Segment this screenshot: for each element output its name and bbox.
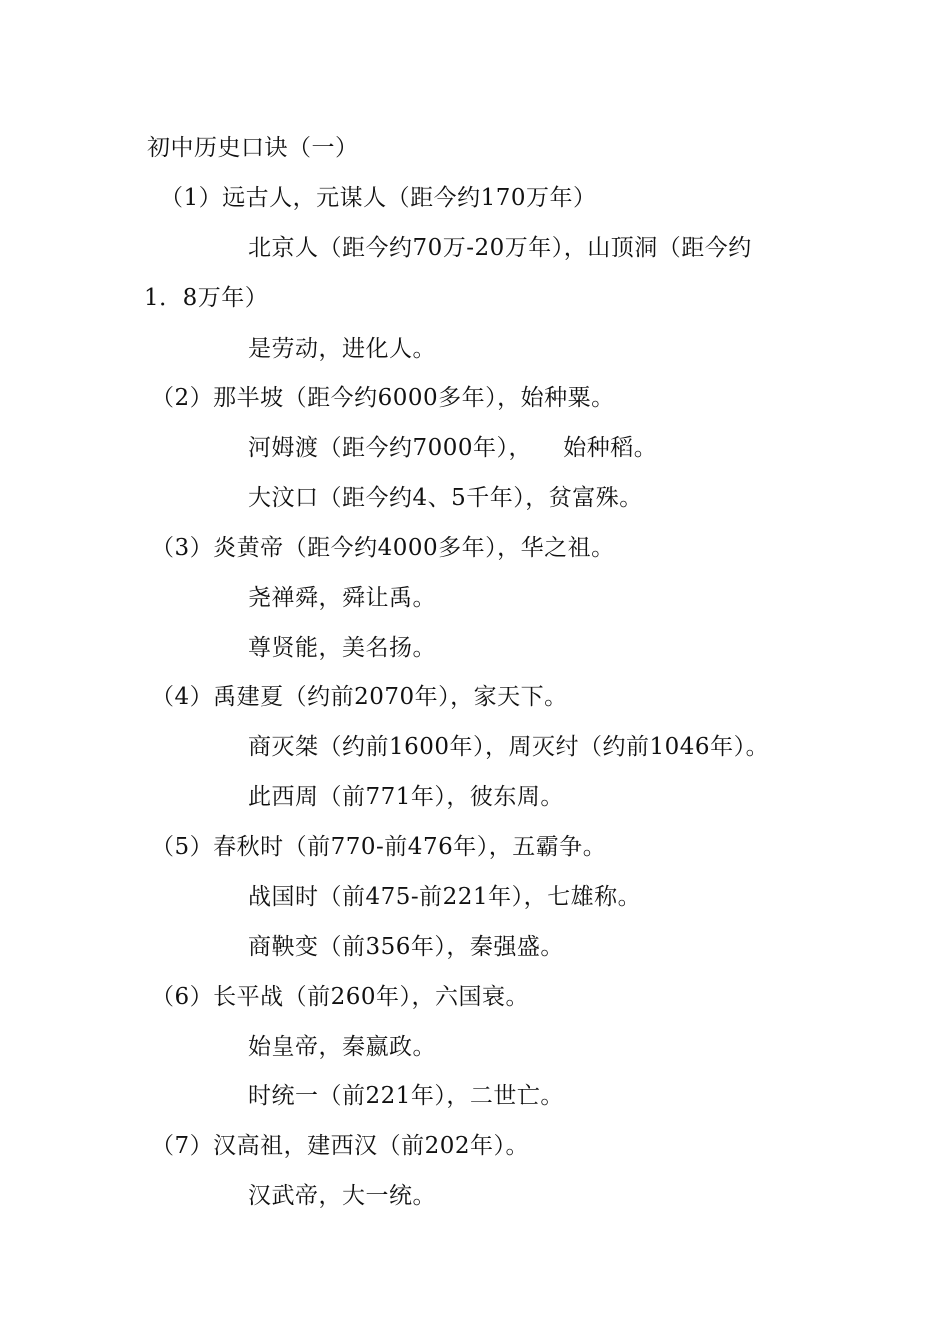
verse-line: 战国时（前475-前221年），七雄称。 <box>248 884 642 910</box>
verse-line: 商灭桀（约前1600年），周灭纣（约前1046年）。 <box>248 734 770 760</box>
document-title: 初中历史口诀（一） <box>147 135 359 161</box>
verse-line: 是劳动，进化人。 <box>248 336 436 362</box>
verse-line: 始皇帝，秦嬴政。 <box>248 1034 436 1060</box>
verse-line: 尊贤能，美名扬。 <box>248 635 436 661</box>
verse-line: （1）远古人，元谋人（距今约170万年） <box>160 185 597 211</box>
verse-line: 时统一（前221年），二世亡。 <box>248 1083 564 1109</box>
verse-line: （7）汉高祖，建西汉（前202年）。 <box>151 1133 530 1159</box>
verse-line: （6）长平战（前260年），六国衰。 <box>151 984 530 1010</box>
verse-line: （5）春秋时（前770-前476年），五霸争。 <box>151 834 607 860</box>
verse-line: 北京人（距今约70万-20万年），山顶洞（距今约 <box>248 235 752 261</box>
verse-line: 汉武帝，大一统。 <box>248 1183 436 1209</box>
verse-line: 商鞅变（前356年），秦强盛。 <box>248 934 564 960</box>
verse-line: （4）禹建夏（约前2070年），家天下。 <box>151 684 568 710</box>
verse-line: 河姆渡（距今约7000年）， 始种稻。 <box>248 435 658 461</box>
verse-line: （2）那半坡（距今约6000多年），始种粟。 <box>151 385 615 411</box>
verse-line: 1．8万年） <box>144 285 269 311</box>
verse-line: 此西周（前771年），彼东周。 <box>248 784 564 810</box>
verse-line: 尧禅舜，舜让禹。 <box>248 585 436 611</box>
verse-line: 大汶口（距今约4、5千年），贫富殊。 <box>248 485 643 511</box>
verse-line: （3）炎黄帝（距今约4000多年），华之祖。 <box>151 535 615 561</box>
